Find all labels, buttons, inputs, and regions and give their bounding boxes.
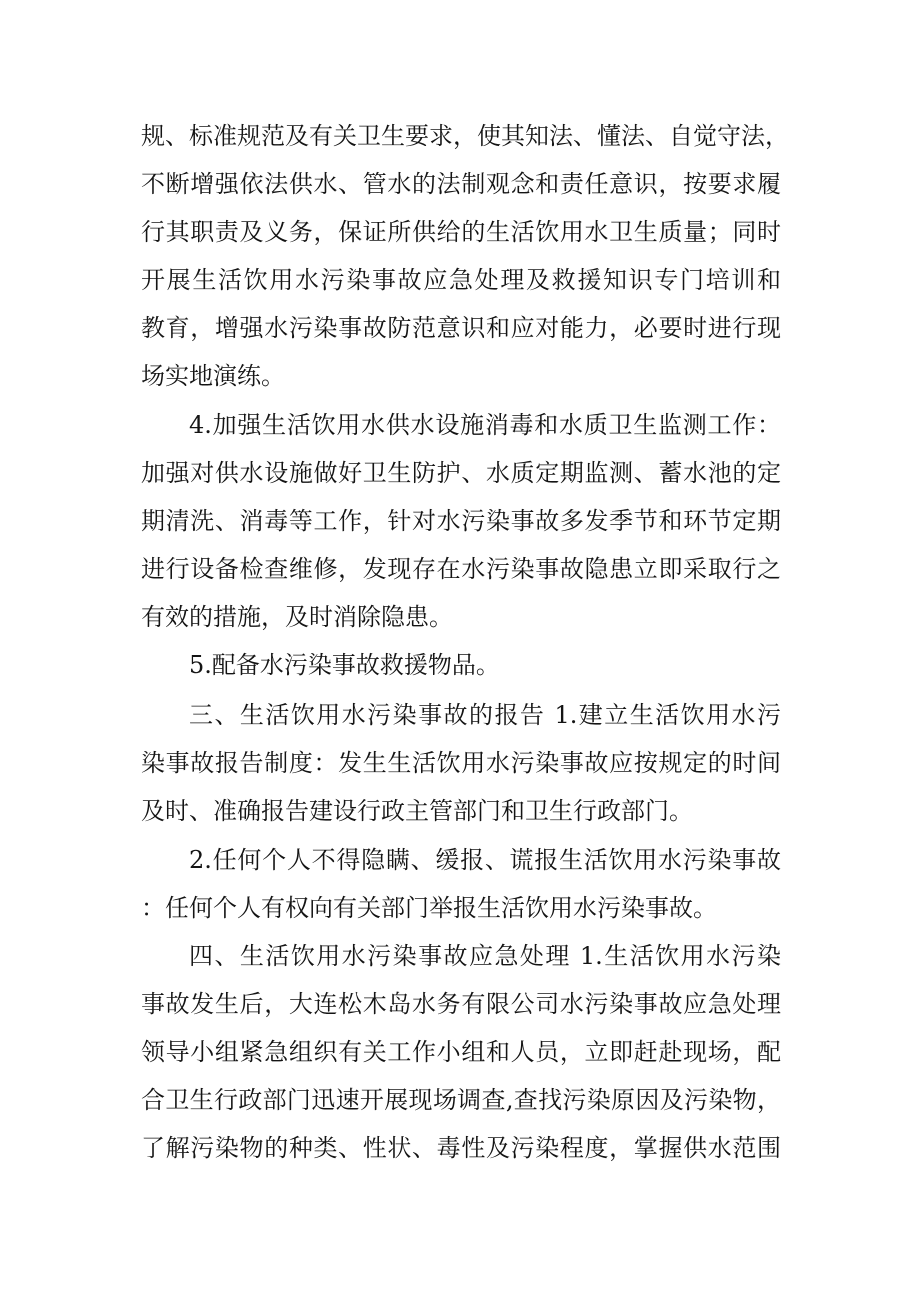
paragraph-first-line: 4.加强生活饮用水供水设施消毒和水质卫生监测工作：: [189, 411, 781, 439]
body-text-line: 不断增强依法供水、管水的法制观念和责任意识，按要求履: [141, 170, 781, 198]
body-text-line: 场实地演练。: [141, 362, 285, 390]
body-text-line: 开展生活饮用水污染事故应急处理及救援知识专门培训和: [141, 266, 781, 294]
body-text-line: 及时、准确报告建设行政主管部门和卫生行政部门。: [141, 797, 693, 825]
section-heading-line: 三、生活饮用水污染事故的报告 1.建立生活饮用水污: [189, 701, 781, 729]
paragraph-first-line: 2.任何个人不得隐瞒、缓报、谎报生活饮用水污染事故: [189, 846, 781, 874]
body-text-line: 领导小组紧急组织有关工作小组和人员，立即赶赴现场，配: [141, 1038, 781, 1066]
body-text-line: 规、标准规范及有关卫生要求，使其知法、懂法、自觉守法，: [141, 122, 789, 150]
body-text-line: 合卫生行政部门迅速开展现场调查,查找污染原因及污染物，: [141, 1086, 781, 1114]
body-text-line: 加强对供水设施做好卫生防护、水质定期监测、蓄水池的定: [141, 459, 781, 487]
section-heading-line: 四、生活饮用水污染事故应急处理 1.生活饮用水污染: [189, 942, 781, 970]
body-text-line: 进行设备检查维修，发现存在水污染事故隐患立即采取行之: [141, 555, 781, 583]
body-text-line: 有效的措施，及时消除隐患。: [141, 603, 453, 631]
body-text-line: 期清洗、消毒等工作，针对水污染事故多发季节和环节定期: [141, 507, 781, 535]
body-text-line: 行其职责及义务，保证所供给的生活饮用水卫生质量；同时: [141, 218, 781, 246]
body-text-line: ：任何个人有权向有关部门举报生活饮用水污染事故。: [141, 894, 717, 922]
body-text-line: 事故发生后，大连松木岛水务有限公司水污染事故应急处理: [141, 990, 781, 1018]
body-text-line: 教育，增强水污染事故防范意识和应对能力，必要时进行现: [141, 314, 781, 342]
body-text-line: 染事故报告制度：发生生活饮用水污染事故应按规定的时间: [141, 749, 781, 777]
body-text-line: 了解污染物的种类、性状、毒性及污染程度，掌握供水范围: [141, 1134, 781, 1162]
paragraph-first-line: 5.配备水污染事故救援物品。: [189, 651, 500, 679]
